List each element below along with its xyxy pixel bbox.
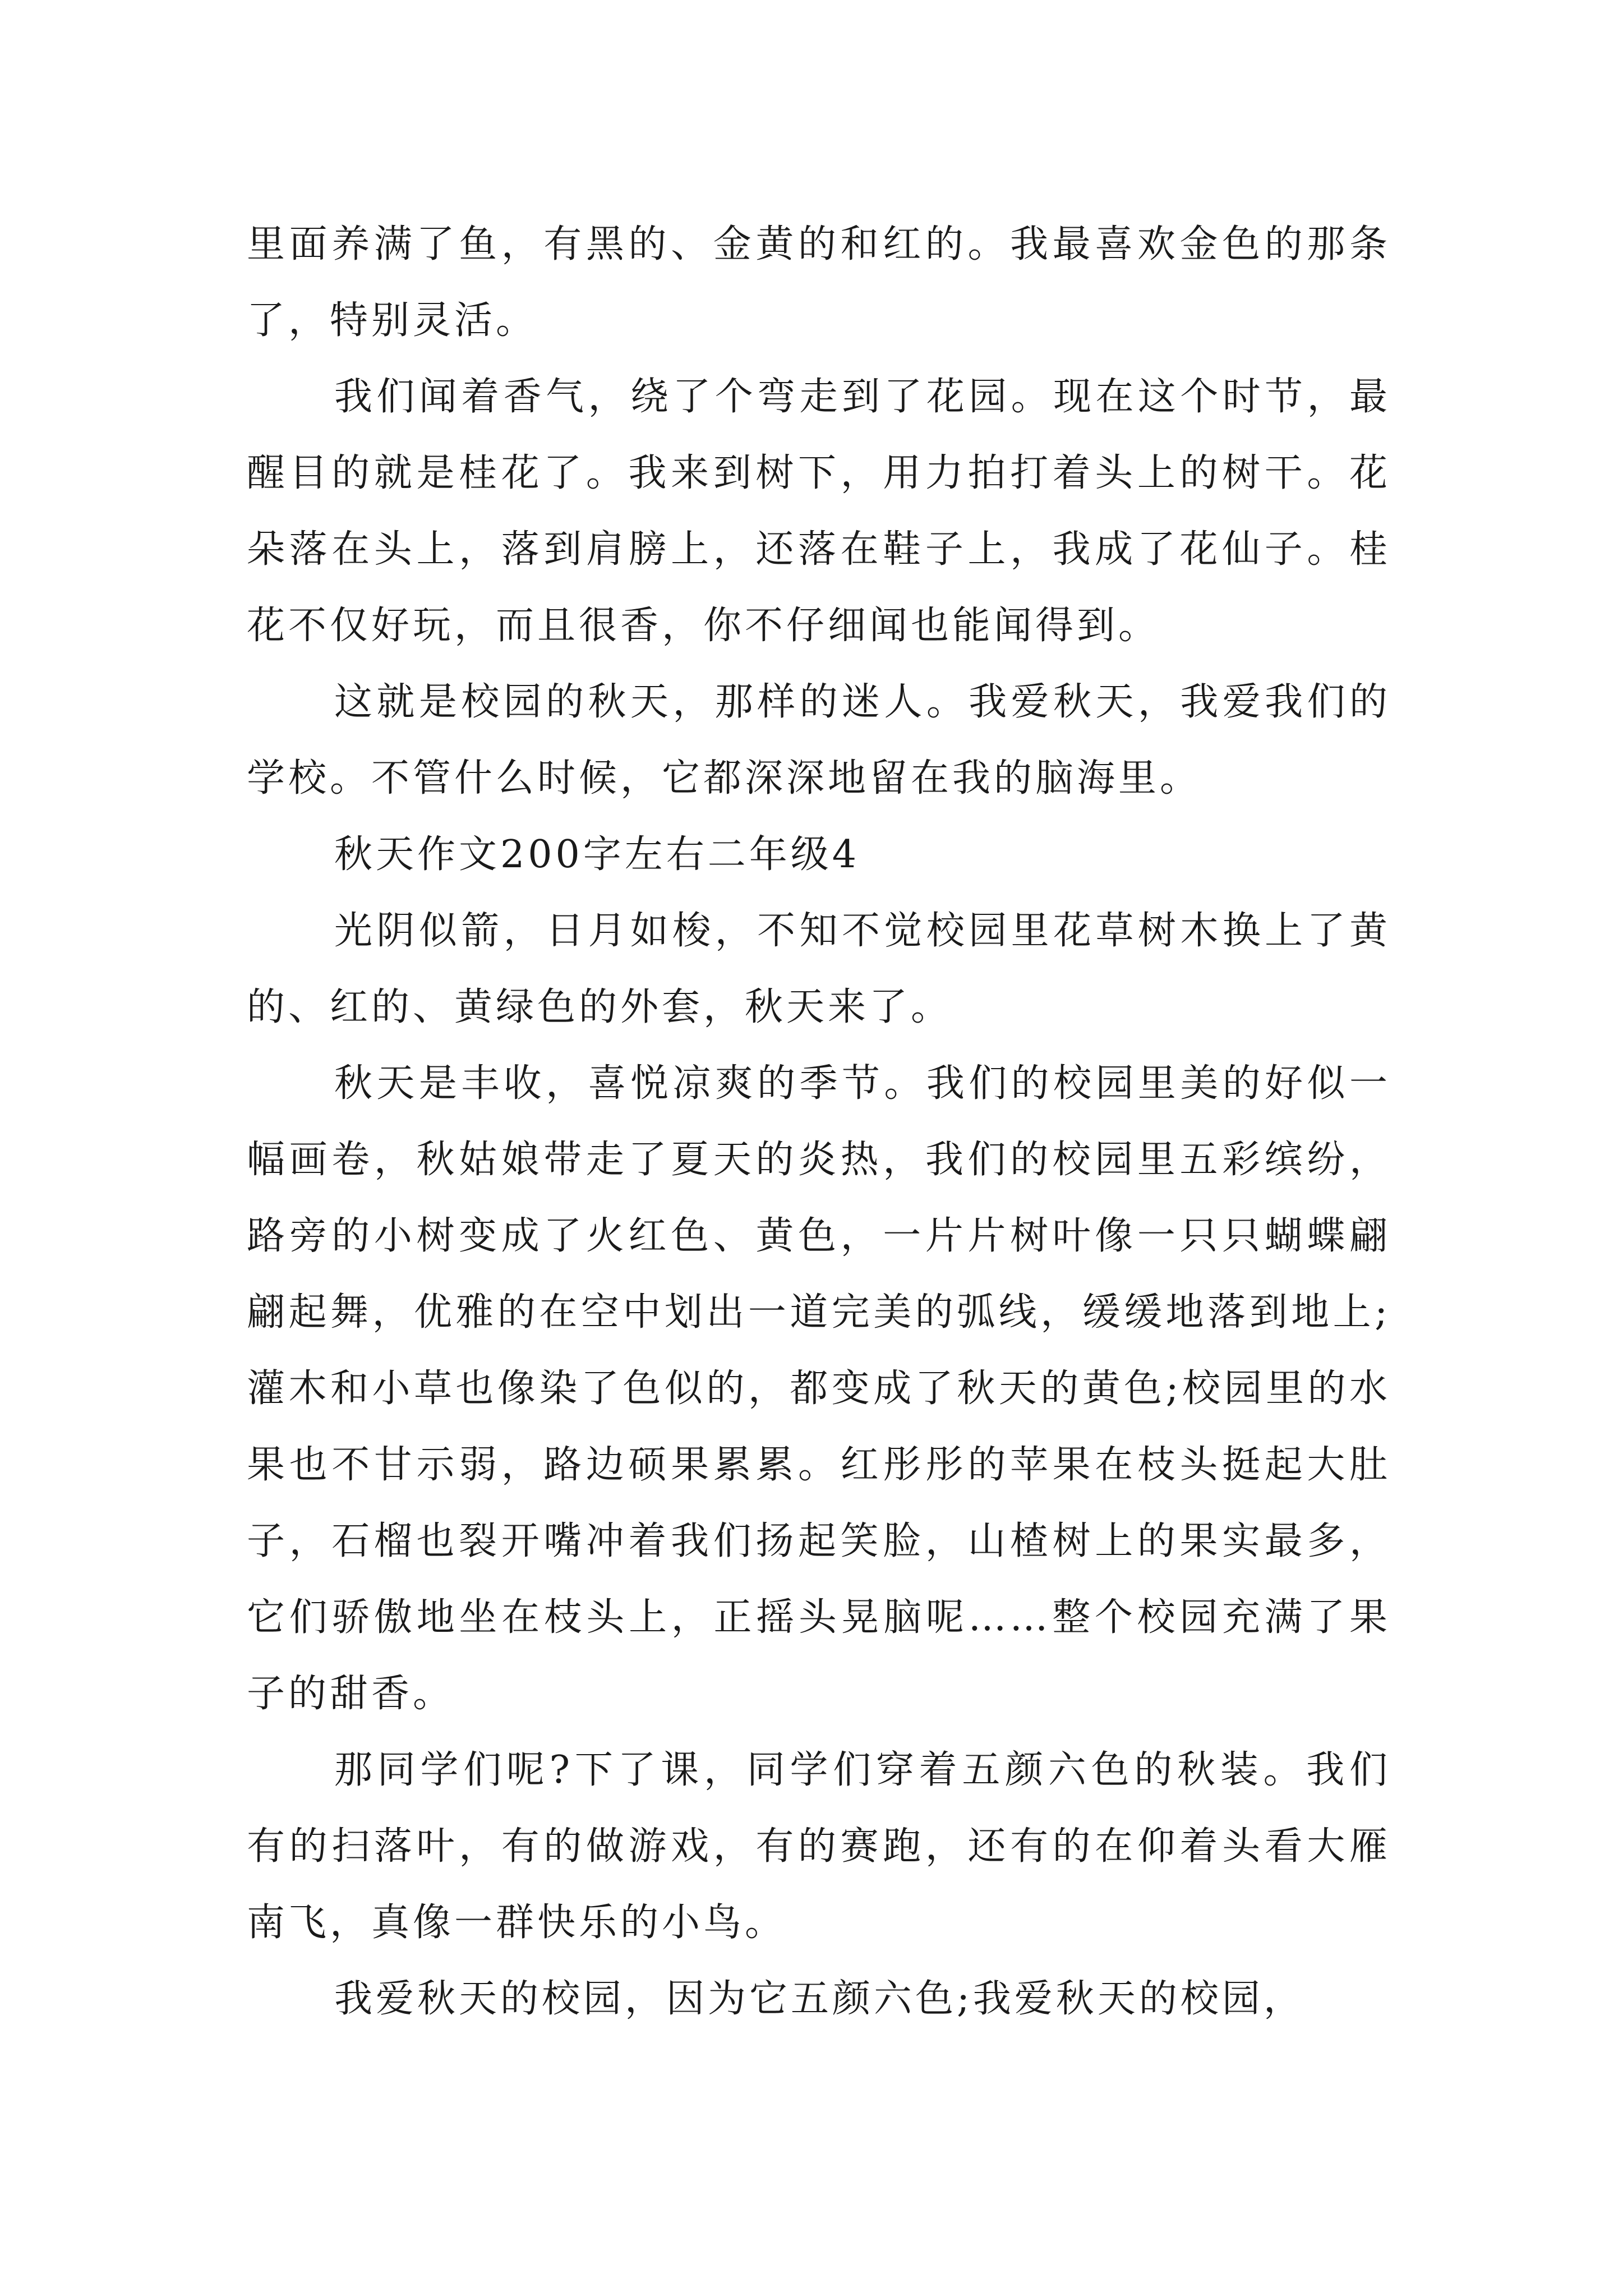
paragraph-harvest-season: 秋天是丰收，喜悦凉爽的季节。我们的校园里美的好似一幅画卷，秋姑娘带走了夏天的炎热，我们的校园里五彩缤纷，路旁的小树变成了火红色、黄色，一片片树叶像一只只蝴蝶翩翩起舞，优雅的在空中划出一道完美的弧线，缓缓地落到地上;灌木和小草也像染了色似的，都变成了秋天的黄色;校园里的水果也不甘示弱，路边硕果累累。红彤彤的苹果在枝头挺起大肚子，石榴也裂开嘴冲着我们扬起笑脸，山楂树上的果实最多，它们骄傲地坐在枝头上，正摇头晃脑呢……整个校园充满了果子的甜香。 (247, 1061, 1391, 1716)
paragraph-love-autumn: 我爱秋天的校园，因为它五颜六色;我爱秋天的校园， (334, 1977, 1305, 2021)
paragraph-time-flies: 光阴似箭，日月如梭，不知不觉校园里花草树木换上了黄的、红的、黄绿色的外套，秋天来了。 (247, 909, 1391, 1029)
paragraph-classmates: 那同学们呢?下了课，同学们穿着五颜六色的秋装。我们有的扫落叶，有的做游戏，有的赛跑，还有的在仰着头看大雁南飞，真像一群快乐的小鸟。 (247, 1748, 1391, 1945)
paragraph-osmanthus-garden: 我们闻着香气，绕了个弯走到了花园。现在这个时节，最醒目的就是桂花了。我来到树下，用力拍打着头上的树干。花朵落在头上，落到肩膀上，还落在鞋子上，我成了花仙子。桂花不仅好玩，而且很香，你不仔细闻也能闻得到。 (247, 375, 1391, 648)
paragraph-school-autumn: 这就是校园的秋天，那样的迷人。我爱秋天，我爱我们的学校。不管什么时候，它都深深地留在我的脑海里。 (247, 680, 1391, 800)
paragraph-fish-pond: 里面养满了鱼，有黑的、金黄的和红的。我最喜欢金色的那条了，特别灵活。 (247, 222, 1391, 343)
section-heading: 秋天作文200字左右二年级4 (334, 832, 860, 877)
document-body (247, 206, 1391, 2037)
